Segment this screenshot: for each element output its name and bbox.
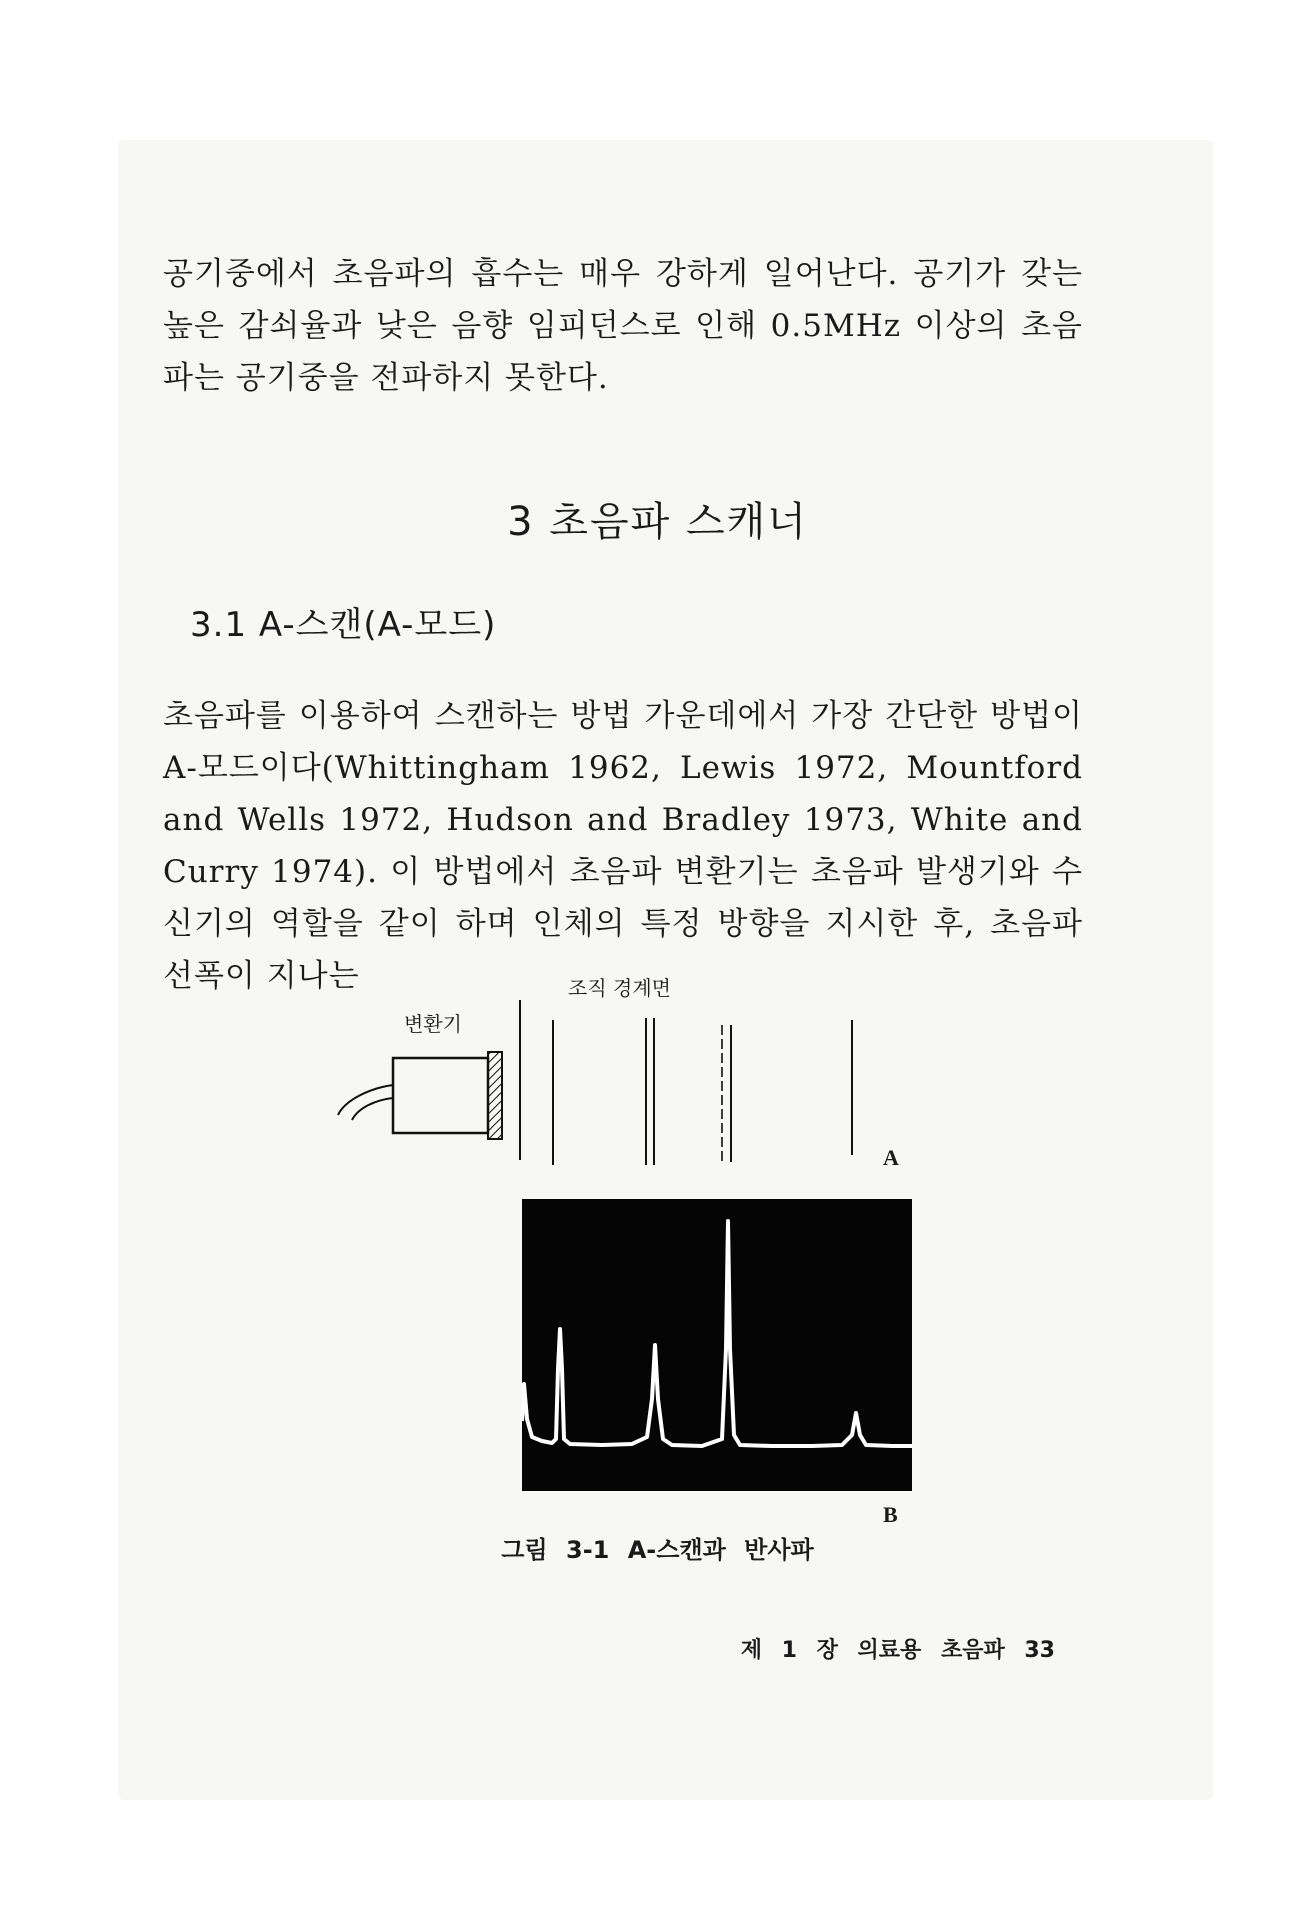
chapter-heading: 3 초음파 스캐너: [507, 499, 808, 545]
transducer-diagram: [330, 1000, 890, 1175]
label-a: A: [883, 1145, 899, 1170]
label-b: B: [883, 1502, 898, 1527]
paragraph-a-mode: 초음파를 이용하여 스캔하는 방법 가운데에서 가장 간단한 방법이 A-모드이다(Whittingham 1962, Lewis 1972, Mountford and Wells 1972, Hudson and Bradley 1973, White and Curry 1974). 이 방법에서 초음파 변환기는 초음파 발생기와 수신기의 역할을 같이 하며 인체의 특정 방향을 지시한 후, 초음파 선폭이 지나는: [163, 698, 1083, 994]
figure-caption: 그림 3-1 A-스캔과 반사파: [501, 1536, 814, 1564]
transducer-label: 변환기: [404, 1012, 462, 1036]
a-scan-display: [522, 1199, 912, 1491]
page-footer: 제 1 장 의료용 초음파 33: [740, 1638, 1055, 1663]
boundary-label: 조직 경계면: [568, 976, 671, 1000]
paragraph-air-absorption: 공기중에서 초음파의 흡수는 매우 강하게 일어난다. 공기가 갖는 높은 감쇠율과 낮은 음향 임피던스로 인해 0.5MHz 이상의 초음파는 공기중을 전파하지 못한다.: [163, 256, 1083, 396]
section-heading: 3.1 A-스캔(A-모드): [190, 605, 497, 645]
